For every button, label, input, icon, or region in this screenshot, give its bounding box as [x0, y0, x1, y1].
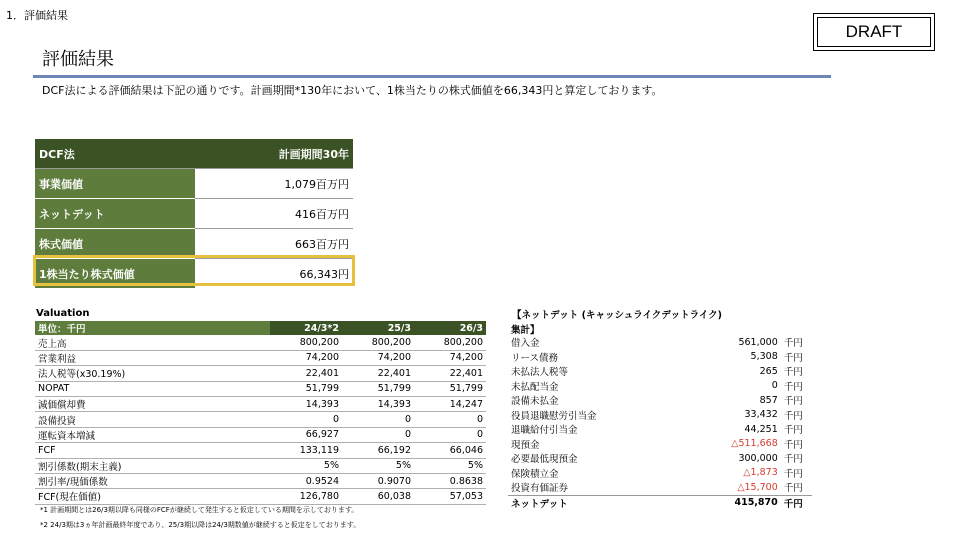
net-debt-row — [508, 451, 812, 466]
draft-stamp — [813, 13, 935, 51]
net-debt-item-name: 役員退職慰労引当金 — [511, 410, 597, 422]
valuation-cell: 74,200 — [270, 350, 342, 365]
dcf-row-value: 416百万円 — [195, 199, 353, 229]
net-debt-item-unit: 千円 — [783, 439, 803, 451]
net-debt-subtitle: 集計】 — [511, 325, 540, 336]
net-debt-total-label: ネットデット — [508, 495, 681, 510]
valuation-cell: 800,200 — [342, 335, 414, 350]
net-debt-item-amount: △15,700 — [737, 481, 778, 493]
valuation-row-label: FCF — [35, 443, 270, 458]
dcf-row — [35, 199, 353, 229]
dcf-header-method: DCF法 — [35, 139, 195, 169]
dcf-row — [35, 229, 353, 259]
per-share-highlight-box — [33, 255, 355, 286]
valuation-unit-label: 単位：千円 — [35, 321, 270, 335]
valuation-cell: 66,192 — [342, 443, 414, 458]
net-debt-item-unit: 千円 — [783, 425, 803, 437]
valuation-cell: 0.9070 — [342, 473, 414, 488]
valuation-cell: 0.9524 — [270, 473, 342, 488]
valuation-row — [35, 366, 486, 381]
dcf-row-label: 事業価値 — [35, 169, 195, 199]
dcf-row-label: 株式価値 — [35, 229, 195, 259]
valuation-cell: 0 — [342, 412, 414, 427]
net-debt-row — [508, 437, 812, 452]
valuation-row-label: 割引率/現価係数 — [35, 473, 270, 488]
valuation-header-row — [35, 321, 486, 335]
valuation-row-label: 法人税等(x30.19%) — [35, 366, 270, 381]
valuation-cell: 5% — [342, 458, 414, 473]
valuation-table — [35, 321, 486, 505]
valuation-cell: 0 — [414, 412, 486, 427]
net-debt-item-unit: 千円 — [783, 367, 803, 379]
valuation-row-label: 売上高 — [35, 335, 270, 350]
valuation-cell: 51,799 — [342, 381, 414, 396]
draft-label: DRAFT — [817, 17, 931, 47]
net-debt-item-name: 必要最低現預金 — [511, 454, 578, 466]
net-debt-row — [508, 393, 812, 408]
valuation-cell: 800,200 — [270, 335, 342, 350]
valuation-row-label: 減価償却費 — [35, 396, 270, 411]
dcf-row-value: 1,079百万円 — [195, 169, 353, 199]
net-debt-total-amount: 415,870 — [681, 495, 781, 510]
net-debt-item-name: リース債務 — [511, 352, 559, 364]
valuation-row — [35, 350, 486, 365]
valuation-row — [35, 427, 486, 442]
net-debt-item-name: 未払配当金 — [511, 381, 559, 393]
net-debt-row — [508, 480, 812, 495]
net-debt-item-name: 投資有価証券 — [511, 483, 569, 495]
valuation-row — [35, 443, 486, 458]
valuation-cell: 0 — [414, 427, 486, 442]
valuation-cell: 66,927 — [270, 427, 342, 442]
valuation-cell: 14,393 — [270, 396, 342, 411]
net-debt-row — [508, 408, 812, 423]
valuation-row — [35, 412, 486, 427]
net-debt-item-name: 設備未払金 — [511, 396, 559, 408]
valuation-cell: 126,780 — [270, 489, 342, 504]
net-debt-item-unit: 千円 — [783, 468, 803, 480]
valuation-cell: 5% — [270, 458, 342, 473]
valuation-notes — [40, 503, 360, 533]
valuation-title: Valuation — [36, 308, 90, 319]
title-underline — [33, 75, 831, 78]
net-debt-item-name: 未払法人税等 — [511, 367, 569, 379]
net-debt-item-amount: 300,000 — [738, 452, 778, 464]
valuation-row — [35, 489, 486, 504]
valuation-cell: 133,119 — [270, 443, 342, 458]
net-debt-item-amount: 44,251 — [744, 423, 778, 435]
net-debt-item-amount: 265 — [759, 365, 778, 377]
valuation-cell: 60,038 — [342, 489, 414, 504]
footnote-2: *2 24/3期は3ヵ年計画最終年度であり、25/3期以降は24/3期数値が継続すると仮定をしております。 — [40, 521, 361, 529]
dcf-row-label: ネットデット — [35, 199, 195, 229]
valuation-cell: 0 — [270, 412, 342, 427]
dcf-row-value: 66,343円 — [299, 267, 349, 281]
valuation-row — [35, 335, 486, 350]
valuation-row — [35, 473, 486, 488]
net-debt-item-unit: 千円 — [783, 483, 803, 495]
dcf-row-value: 663百万円 — [195, 229, 353, 259]
net-debt-row — [508, 422, 812, 437]
dcf-header-period: 計画期間30年 — [195, 139, 353, 169]
valuation-row-label: FCF(現在価値) — [35, 489, 270, 504]
net-debt-item-name: 退職給付引当金 — [511, 425, 578, 437]
valuation-cell: 14,393 — [342, 396, 414, 411]
valuation-cell: 22,401 — [342, 366, 414, 381]
valuation-row — [35, 381, 486, 396]
valuation-cell: 0 — [342, 427, 414, 442]
dcf-row — [35, 169, 353, 199]
net-debt-item-unit: 千円 — [783, 381, 803, 393]
intro-text: DCF法による評価結果は下記の通りです。計画期間*130年において、1株当たりの株式価値を66,343円と算定しております。 — [42, 84, 663, 97]
net-debt-row — [508, 379, 812, 394]
net-debt-item-amount: △511,668 — [731, 438, 778, 450]
valuation-cell: 51,799 — [414, 381, 486, 396]
net-debt-item-amount: 0 — [771, 380, 778, 392]
valuation-column-header: 25/3 — [342, 321, 414, 335]
footnote-1: *1 計画期間とは26/3期以降も同様のFCFが継続して発生すると仮定している期間を示しております。 — [40, 506, 359, 514]
valuation-cell: 74,200 — [414, 350, 486, 365]
valuation-column-header: 26/3 — [414, 321, 486, 335]
valuation-column-header: 24/3*2 — [270, 321, 342, 335]
net-debt-row — [508, 350, 812, 365]
net-debt-row — [508, 335, 812, 350]
dcf-header-row — [35, 139, 353, 169]
valuation-row-label: 営業利益 — [35, 350, 270, 365]
valuation-row-label: 設備投資 — [35, 412, 270, 427]
net-debt-item-amount: 5,308 — [750, 351, 778, 363]
valuation-row-label: 運転資本増減 — [35, 427, 270, 442]
valuation-row — [35, 458, 486, 473]
valuation-cell: 800,200 — [414, 335, 486, 350]
net-debt-item-unit: 千円 — [783, 396, 803, 408]
net-debt-total-row — [508, 495, 812, 510]
page-title: 評価結果 — [42, 49, 114, 70]
net-debt-row — [508, 466, 812, 481]
net-debt-title: 【ネットデット (キャッシュライクデットライク) — [512, 310, 722, 321]
net-debt-table — [508, 335, 812, 510]
valuation-cell: 22,401 — [270, 366, 342, 381]
net-debt-item-unit: 千円 — [783, 338, 803, 350]
net-debt-item-amount: 33,432 — [744, 409, 778, 421]
valuation-cell: 57,053 — [414, 489, 486, 504]
net-debt-item-name: 現預金 — [511, 439, 540, 451]
valuation-cell: 66,046 — [414, 443, 486, 458]
section-label: 1．評価結果 — [6, 9, 68, 22]
net-debt-item-unit: 千円 — [783, 410, 803, 422]
net-debt-item-name: 保険積立金 — [511, 468, 559, 480]
net-debt-item-unit: 千円 — [783, 352, 803, 364]
net-debt-item-amount: 561,000 — [738, 336, 778, 348]
valuation-cell: 51,799 — [270, 381, 342, 396]
net-debt-item-unit: 千円 — [783, 454, 803, 466]
valuation-cell: 0.8638 — [414, 473, 486, 488]
valuation-row — [35, 396, 486, 411]
valuation-row-label: NOPAT — [35, 381, 270, 396]
net-debt-total-unit: 千円 — [781, 495, 812, 510]
valuation-cell: 74,200 — [342, 350, 414, 365]
valuation-cell: 5% — [414, 458, 486, 473]
net-debt-item-name: 借入金 — [511, 338, 540, 350]
valuation-cell: 14,247 — [414, 396, 486, 411]
valuation-cell: 22,401 — [414, 366, 486, 381]
net-debt-item-amount: 857 — [759, 394, 778, 406]
net-debt-row — [508, 364, 812, 379]
valuation-row-label: 割引係数(期末主義) — [35, 458, 270, 473]
dcf-row-label: 1株当たり株式価値 — [35, 259, 195, 289]
net-debt-item-amount: △1,873 — [743, 467, 778, 479]
